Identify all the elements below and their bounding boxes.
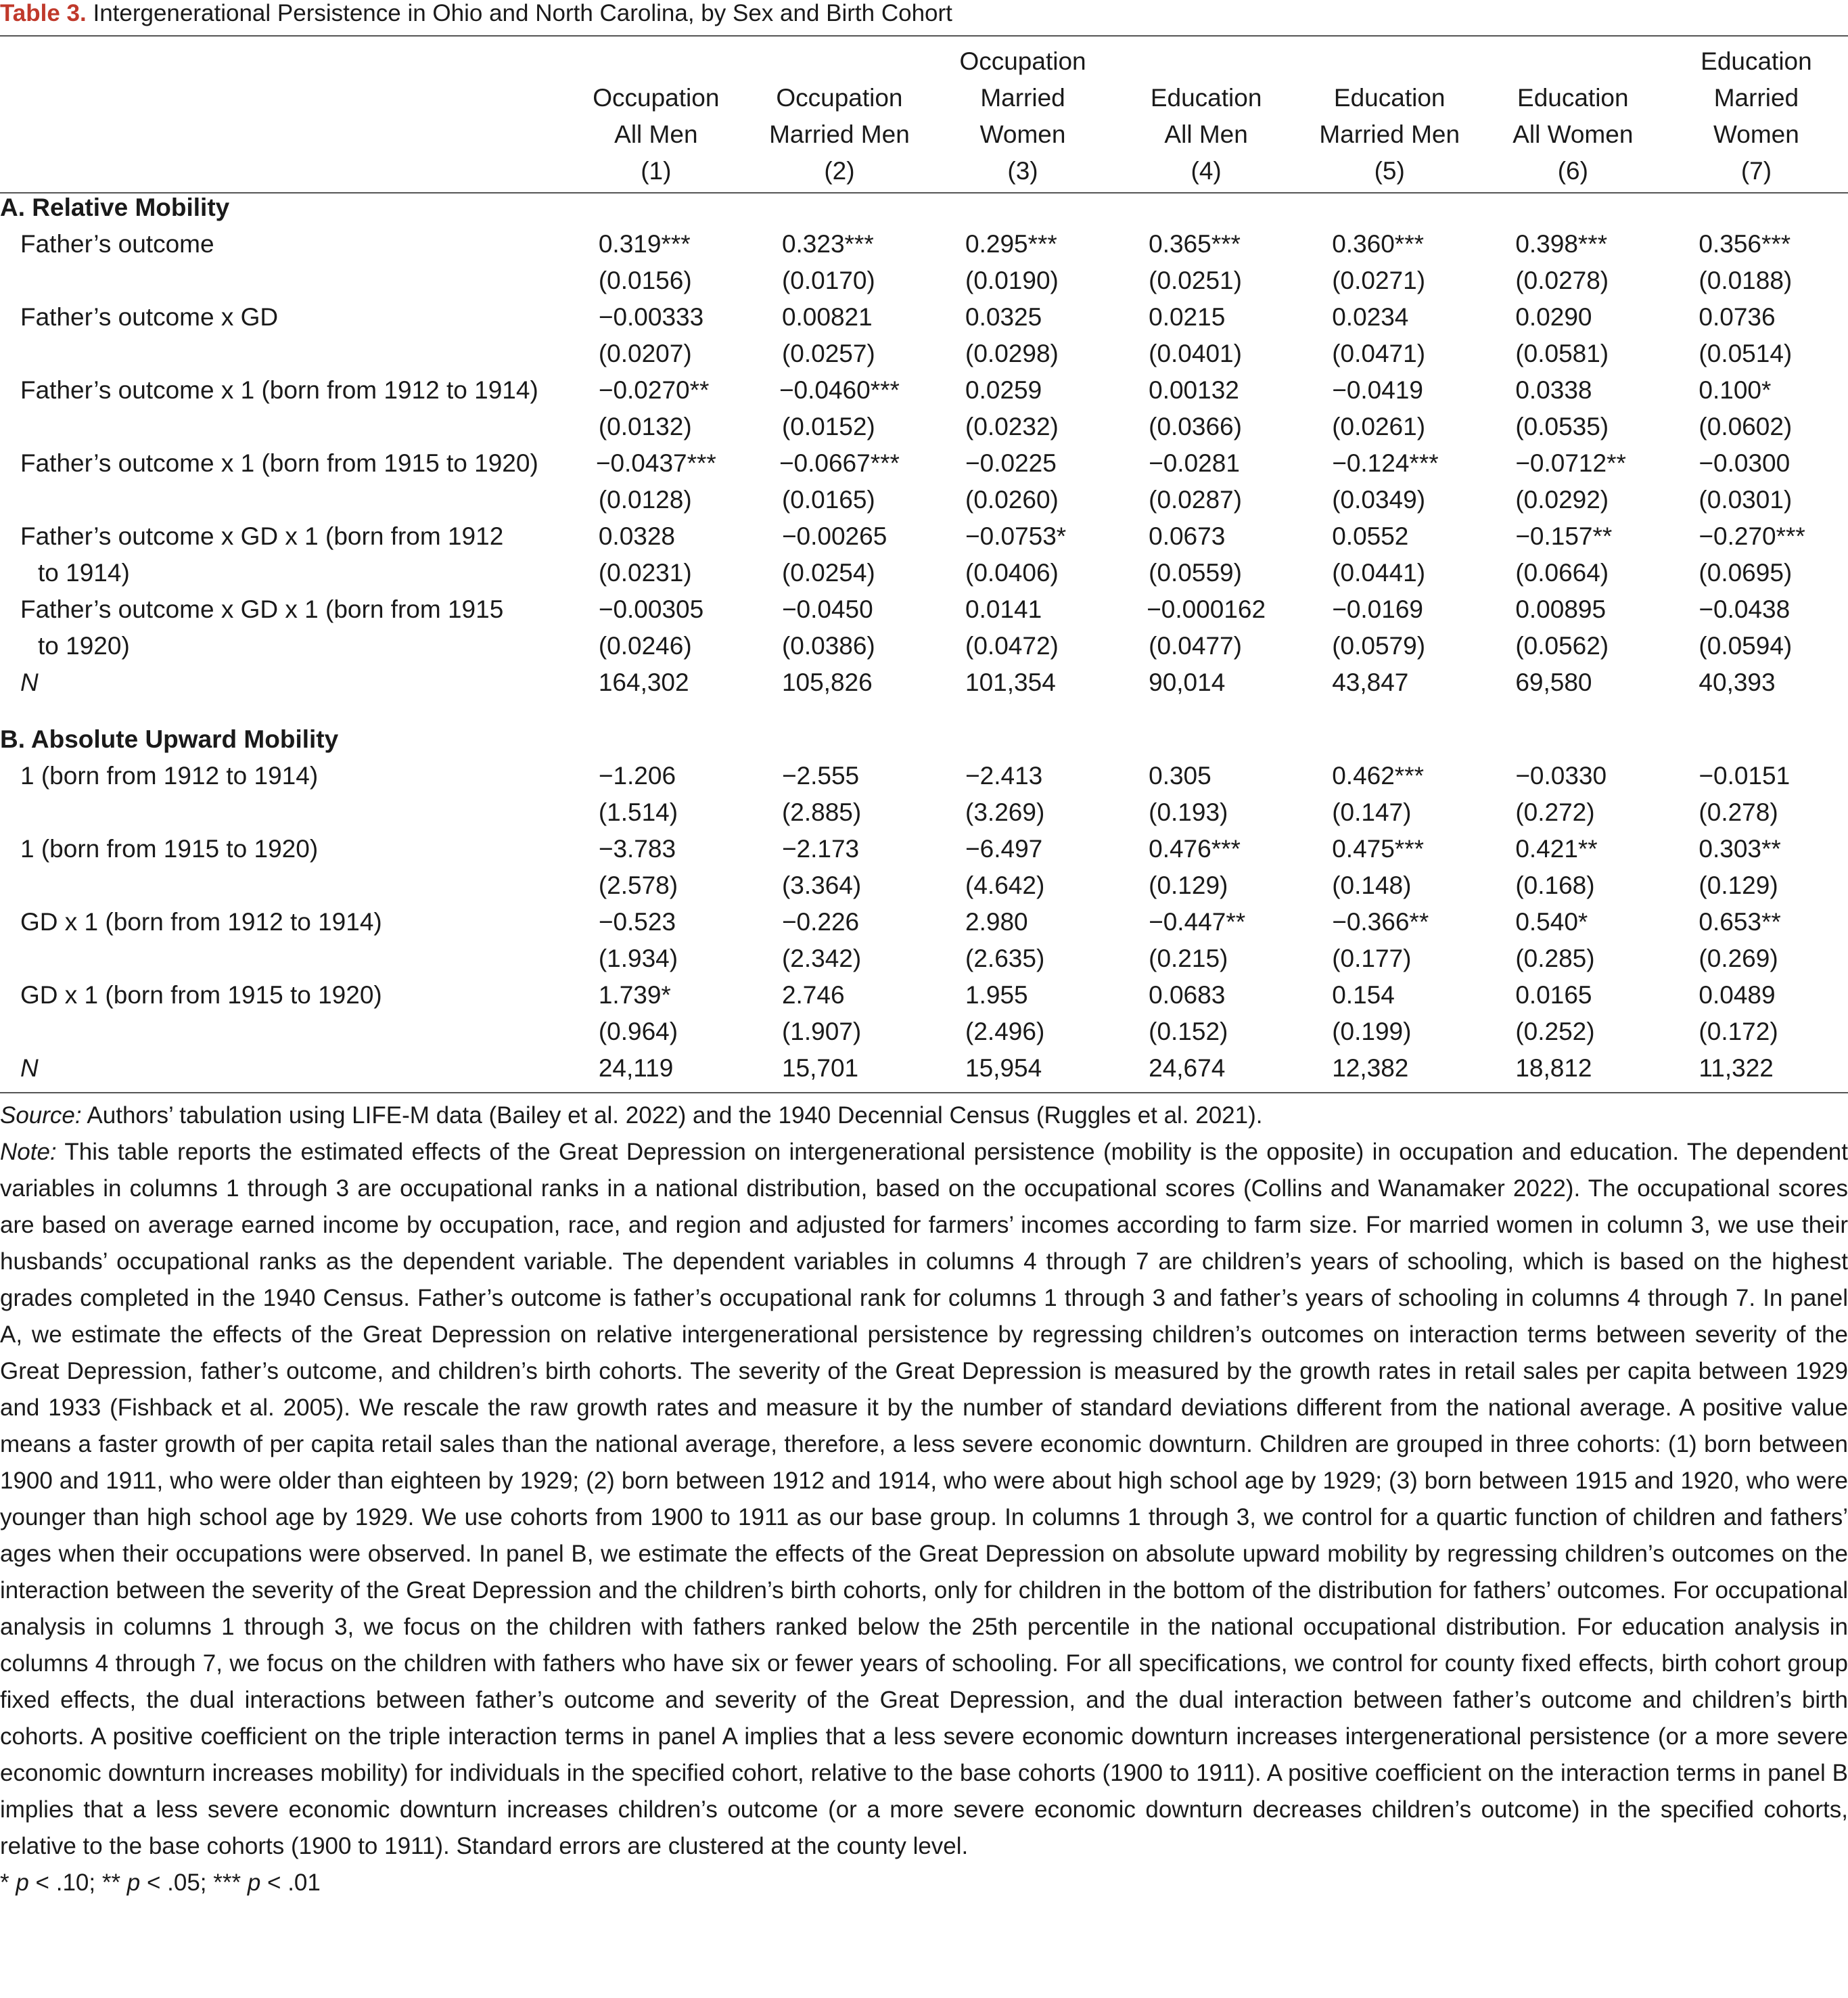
- se-row: [0, 555, 1848, 591]
- coef-cell: −0.366**: [1332, 908, 1429, 936]
- row-label-cont: [0, 1014, 564, 1050]
- coef-cell: 0.0325: [965, 303, 1042, 331]
- se-row: [0, 628, 1848, 664]
- coef-cell: −0.523: [598, 908, 676, 936]
- table-caption: [0, 0, 1848, 28]
- coef-cell: 0.0290: [1515, 303, 1592, 331]
- se-cell: (0.193): [1149, 798, 1228, 826]
- coef-cell: −3.783: [598, 835, 676, 863]
- coef-cell: −0.0460***: [779, 376, 900, 404]
- coef-cell: 0.303**: [1699, 835, 1781, 863]
- se-cell: (0.172): [1699, 1018, 1778, 1045]
- se-cell: (0.272): [1515, 798, 1595, 826]
- se-cell: (0.0231): [598, 559, 692, 587]
- coef-row: [0, 904, 1848, 940]
- row-label: Father’s outcome: [20, 230, 214, 258]
- se-row: [0, 482, 1848, 518]
- se-cell: (0.0401): [1149, 340, 1242, 367]
- coef-cell: 0.356***: [1699, 230, 1791, 258]
- column-header-2-l1: [747, 43, 931, 80]
- column-header-4-l3: All Men: [1164, 120, 1248, 148]
- results-table: [0, 43, 1848, 1087]
- column-header-1-num: (1): [641, 157, 672, 185]
- column-headers: [0, 43, 1848, 189]
- se-cell: (0.129): [1149, 871, 1228, 899]
- coef-cell: −0.0300: [1699, 449, 1791, 477]
- se-cell: (0.0128): [598, 486, 692, 514]
- se-cell: (0.0254): [781, 559, 875, 587]
- row-label-cont: [0, 336, 564, 372]
- row-label: Father’s outcome x GD x 1 (born from 1915: [20, 595, 504, 623]
- coef-cell: −0.0330: [1515, 762, 1607, 790]
- se-cell: (0.129): [1699, 871, 1778, 899]
- coef-cell: 0.540*: [1515, 908, 1588, 936]
- coef-cell: −0.226: [781, 908, 860, 936]
- se-cell: (0.0298): [965, 340, 1059, 367]
- coef-cell: 2.980: [965, 908, 1028, 936]
- n-cell: 18,812: [1515, 1054, 1592, 1082]
- coef-cell: −0.0450: [781, 595, 873, 623]
- se-cell: (0.0579): [1332, 632, 1426, 660]
- se-cell: (0.168): [1515, 871, 1595, 899]
- se-row: [0, 794, 1848, 831]
- coef-cell: −0.0281: [1149, 449, 1240, 477]
- se-cell: (0.0271): [1332, 267, 1426, 294]
- column-header-7-num: (7): [1740, 157, 1772, 185]
- coef-cell: 0.0328: [598, 522, 676, 550]
- row-label: GD x 1 (born from 1912 to 1914): [20, 908, 382, 936]
- se-cell: (0.278): [1699, 798, 1778, 826]
- se-cell: (0.0514): [1699, 340, 1793, 367]
- n-cell: 15,954: [965, 1054, 1042, 1082]
- se-cell: (0.0251): [1149, 267, 1242, 294]
- coef-cell: 0.0552: [1332, 522, 1409, 550]
- coef-cell: −0.157**: [1515, 522, 1613, 550]
- row-label: Father’s outcome x 1 (born from 1912 to 1914): [20, 376, 538, 404]
- coef-cell: 0.0215: [1149, 303, 1226, 331]
- se-cell: (0.0190): [965, 267, 1059, 294]
- coef-cell: −0.0169: [1332, 595, 1423, 623]
- se-row: [0, 1014, 1848, 1050]
- coef-cell: 0.0489: [1699, 981, 1776, 1009]
- n-cell: 90,014: [1149, 668, 1226, 696]
- significance-note: * p < .10; ** p < .05; *** p < .01: [0, 1869, 321, 1896]
- column-header-3-l2: Married: [980, 84, 1065, 112]
- coef-row: [0, 372, 1848, 409]
- coef-row: [0, 299, 1848, 336]
- coef-cell: 0.0141: [965, 595, 1042, 623]
- column-header-1-l1: [564, 43, 747, 80]
- coef-cell: 0.0234: [1332, 303, 1409, 331]
- n-cell: 24,119: [598, 1054, 674, 1082]
- coef-row: [0, 226, 1848, 263]
- se-cell: (0.0156): [598, 267, 692, 294]
- coef-cell: −0.0667***: [779, 449, 900, 477]
- column-header-5-l1: [1298, 43, 1481, 80]
- column-header-3-l1: Occupation: [959, 47, 1086, 75]
- se-cell: (0.0232): [965, 413, 1059, 440]
- se-cell: (0.0594): [1699, 632, 1793, 660]
- coef-cell: −0.0419: [1332, 376, 1423, 404]
- se-cell: (0.0292): [1515, 486, 1609, 514]
- panel-title-row: [0, 189, 1848, 226]
- top-rule: [0, 35, 1848, 37]
- coef-cell: 0.00895: [1515, 595, 1607, 623]
- se-cell: (0.0471): [1332, 340, 1426, 367]
- se-cell: (2.342): [781, 945, 862, 972]
- general-note: Note: This table reports the estimated effects of the Great Depression on intergenerational persistence (mobility is the opposite) in occupation and education. The dependent variables in columns 1 through 3 are occupational ranks in a national distribution, based on the occupational scores (Collins and Wanamaker 2022). The occupational scores are based on average earned income by occupation, race, and region and adjusted for farmers’ incomes according to farm size. For married women in column 3, we use their husbands’ occupational ranks as the dependent variable. The dependent variables in columns 4 through 7 are children’s years of schooling, which is based on the highest grades completed in the 1940 Census. Father’s outcome is father’s occupational rank for columns 1 through 3 and father’s years of schooling in columns 4 through 7. In panel A, we estimate the effects of the Great Depression on relative intergenerational persistence by regressing children’s outcomes on interaction terms between severity of the Great Depression, father’s outcome, and children’s birth cohorts. The severity of the Great Depression is measured by the growth rates in retail sales per capita between 1929 and 1933 (Fishback et al. 2005). We rescale the raw growth rates and measure it by the number of standard deviations different from the national average. A positive value means a faster growth of per capita retail sales than the national average, therefore, a less severe economic downturn. Children are grouped in three cohorts: (1) born between 1900 and 1911, who were older than eighteen by 1929; (2) born between 1912 and 1914, who were about high school age by 1929; (3) born between 1915 and 1920, who were younger than high school age by 1929. We use cohorts from 1900 to 1911 as our base group. In columns 1 through 3, we control for a quartic function of children and fathers’ ages when their occupations were observed. In panel B, we estimate the effects of the Great Depression on absolute upward mobility by regressing children’s outcomes on the interaction between the severity of the Great Depression and the children’s birth cohorts, only for children in the bottom of the distribution for fathers’ outcomes. For occupational analysis in columns 1 through 3, we focus on the children with fathers ranked below the 25th percentile in the national occupational distribution. For education analysis in columns 4 through 7, we focus on the children with fathers who have six or fewer years of schooling. For all specifications, we control for county fixed effects, birth cohort group fixed effects, the dual interactions between father’s outcome and severity of the Great Depression, and the dual interaction between father’s outcome and children’s birth cohorts. A positive coefficient on the triple interaction terms in panel A implies that a less severe economic downturn increases intergenerational persistence (or a more severe economic downturn increases mobility) for individuals in the specified cohort, relative to the base cohorts (1900 to 1911). A positive coefficient on the interaction terms in panel B implies that a less severe economic downturn increases children’s outcome (or a more severe economic downturn decreases children’s outcome) in the specified cohorts, relative to the base cohorts (1900 to 1911). Standard errors are clustered at the county level.: [0, 1139, 1848, 1859]
- caption-label: Table 3.: [0, 0, 87, 26]
- se-cell: (0.199): [1332, 1018, 1412, 1045]
- coef-cell: 0.154: [1332, 981, 1395, 1009]
- coef-cell: 0.100*: [1699, 376, 1772, 404]
- row-label: 1 (born from 1912 to 1914): [20, 762, 319, 790]
- column-header-3-l3: Women: [979, 120, 1066, 148]
- column-header-7-l3: Women: [1713, 120, 1799, 148]
- se-row: [0, 867, 1848, 904]
- coef-cell: 0.0736: [1699, 303, 1776, 331]
- row-label-cont: to 1914): [38, 559, 130, 587]
- n-cell: 101,354: [965, 668, 1056, 696]
- n-label: N: [20, 1054, 39, 1082]
- coef-cell: −2.413: [965, 762, 1043, 790]
- se-cell: (0.0366): [1149, 413, 1242, 440]
- coef-cell: 0.475***: [1332, 835, 1425, 863]
- n-row: [0, 1050, 1848, 1087]
- se-cell: (0.0257): [781, 340, 875, 367]
- coef-row: [0, 518, 1848, 555]
- column-header-4-l1: [1115, 43, 1298, 80]
- se-cell: (0.0602): [1699, 413, 1793, 440]
- coef-row: [0, 591, 1848, 628]
- n-cell: 69,580: [1515, 668, 1592, 696]
- column-header-4-num: (4): [1191, 157, 1222, 185]
- panel-title: A. Relative Mobility: [0, 194, 230, 221]
- se-cell: (0.0441): [1332, 559, 1426, 587]
- se-row: [0, 940, 1848, 977]
- se-cell: (1.514): [598, 798, 678, 826]
- se-cell: (0.0165): [781, 486, 875, 514]
- se-cell: (0.0261): [1332, 413, 1426, 440]
- coef-cell: −0.000162: [1147, 595, 1266, 623]
- column-header-6-l3: All Women: [1512, 120, 1634, 148]
- se-row: [0, 263, 1848, 299]
- se-cell: (0.964): [598, 1018, 678, 1045]
- panel-title-row: [0, 721, 1848, 758]
- se-cell: (0.0562): [1515, 632, 1609, 660]
- se-cell: (0.252): [1515, 1018, 1595, 1045]
- row-label-cont: [0, 940, 564, 977]
- se-cell: (3.364): [781, 871, 862, 899]
- coef-cell: −6.497: [965, 835, 1043, 863]
- se-cell: (0.0695): [1699, 559, 1793, 587]
- coef-cell: −0.00305: [598, 595, 704, 623]
- n-cell: 11,322: [1699, 1054, 1774, 1082]
- row-label-cont: [0, 794, 564, 831]
- column-header-6-l2: Education: [1517, 84, 1629, 112]
- coef-cell: 0.00821: [781, 303, 873, 331]
- source-note: Source: Authors’ tabulation using LIFE-M data (Bailey et al. 2022) and the 1940 Decennial Census (Ruggles et al. 2021).: [0, 1102, 1263, 1129]
- coef-cell: 0.323***: [781, 230, 874, 258]
- column-header-6-num: (6): [1557, 157, 1588, 185]
- se-cell: (0.269): [1699, 945, 1778, 972]
- coef-cell: −2.173: [781, 835, 860, 863]
- row-label: Father’s outcome x GD x 1 (born from 1912: [20, 522, 504, 550]
- se-cell: (0.152): [1149, 1018, 1228, 1045]
- coef-cell: −1.206: [598, 762, 676, 790]
- column-header-5-num: (5): [1374, 157, 1405, 185]
- coef-cell: 0.305: [1149, 762, 1211, 790]
- table-body: [0, 189, 1848, 1087]
- coef-cell: 0.398***: [1515, 230, 1608, 258]
- panel-gap: [0, 701, 1848, 721]
- se-cell: (3.269): [965, 798, 1045, 826]
- caption-title: Intergenerational Persistence in Ohio and North Carolina, by Sex and Birth Cohort: [93, 0, 952, 26]
- column-header-6-l1: [1481, 43, 1665, 80]
- coef-cell: 0.421**: [1515, 835, 1598, 863]
- se-cell: (0.0152): [781, 413, 875, 440]
- se-cell: (2.885): [781, 798, 862, 826]
- row-label: Father’s outcome x GD: [20, 303, 279, 331]
- column-header-1-l2: Occupation: [593, 84, 720, 112]
- coef-cell: −0.0437***: [595, 449, 716, 477]
- se-cell: (0.0386): [781, 632, 875, 660]
- coef-cell: −0.447**: [1149, 908, 1246, 936]
- se-cell: (0.0406): [965, 559, 1059, 587]
- coef-cell: 0.0259: [965, 376, 1042, 404]
- se-cell: (0.0132): [598, 413, 692, 440]
- coef-cell: −0.124***: [1332, 449, 1439, 477]
- coef-cell: 1.739*: [598, 981, 671, 1009]
- coef-cell: −0.0270**: [598, 376, 710, 404]
- column-header-2-num: (2): [824, 157, 855, 185]
- se-cell: (0.0278): [1515, 267, 1609, 294]
- coef-cell: 0.319***: [598, 230, 691, 258]
- se-cell: (0.0349): [1332, 486, 1426, 514]
- se-row: [0, 336, 1848, 372]
- coef-cell: 0.0683: [1149, 981, 1226, 1009]
- row-label-cont: [0, 867, 564, 904]
- se-cell: (0.148): [1332, 871, 1412, 899]
- coef-row: [0, 831, 1848, 867]
- se-cell: (0.0207): [598, 340, 692, 367]
- coef-row: [0, 977, 1848, 1014]
- coef-cell: 1.955: [965, 981, 1028, 1009]
- column-header-1-l3: All Men: [614, 120, 698, 148]
- coef-cell: −0.0753*: [965, 522, 1067, 550]
- column-header-7-l2: Married: [1713, 84, 1799, 112]
- se-cell: (0.0535): [1515, 413, 1609, 440]
- n-label: N: [20, 668, 39, 696]
- coef-cell: 0.462***: [1332, 762, 1425, 790]
- se-cell: (0.0246): [598, 632, 692, 660]
- coef-cell: 0.365***: [1149, 230, 1241, 258]
- coef-cell: 0.0165: [1515, 981, 1592, 1009]
- row-label-cont: [0, 409, 564, 445]
- coef-cell: 0.00132: [1149, 376, 1239, 404]
- se-cell: (0.285): [1515, 945, 1595, 972]
- se-cell: (0.177): [1332, 945, 1412, 972]
- coef-cell: 0.476***: [1149, 835, 1241, 863]
- coef-cell: −0.0151: [1699, 762, 1791, 790]
- row-label-cont: [0, 482, 564, 518]
- coef-cell: 0.360***: [1332, 230, 1425, 258]
- coef-cell: −0.0225: [965, 449, 1057, 477]
- table-notes: [0, 1097, 1848, 1901]
- se-cell: (0.147): [1332, 798, 1412, 826]
- coef-row: [0, 758, 1848, 794]
- se-cell: (2.578): [598, 871, 678, 899]
- coef-cell: 0.653**: [1699, 908, 1781, 936]
- coef-cell: −0.0438: [1699, 595, 1791, 623]
- coef-cell: 0.0338: [1515, 376, 1592, 404]
- coef-cell: −0.00333: [598, 303, 704, 331]
- column-header-3-num: (3): [1007, 157, 1038, 185]
- se-cell: (0.0287): [1149, 486, 1242, 514]
- se-row: [0, 409, 1848, 445]
- column-header-2-l3: Married Men: [769, 120, 910, 148]
- row-label: 1 (born from 1915 to 1920): [20, 835, 319, 863]
- column-header-5-l3: Married Men: [1319, 120, 1460, 148]
- panel-title: B. Absolute Upward Mobility: [0, 725, 339, 753]
- column-header-4-l2: Education: [1150, 84, 1262, 112]
- se-cell: (0.0188): [1699, 267, 1793, 294]
- coef-cell: 0.0673: [1149, 522, 1226, 550]
- coef-cell: −0.270***: [1699, 522, 1805, 550]
- row-label: GD x 1 (born from 1915 to 1920): [20, 981, 382, 1009]
- column-header-2-l2: Occupation: [776, 84, 903, 112]
- column-header-5-l2: Education: [1333, 84, 1446, 112]
- bottom-rule: [0, 1092, 1848, 1093]
- se-cell: (4.642): [965, 871, 1045, 899]
- row-label-cont: to 1920): [38, 632, 130, 660]
- row-label: Father’s outcome x 1 (born from 1915 to 1920): [20, 449, 538, 477]
- n-cell: 15,701: [781, 1054, 859, 1082]
- row-label-cont: [0, 263, 564, 299]
- se-cell: (1.907): [781, 1018, 862, 1045]
- se-cell: (0.0664): [1515, 559, 1609, 587]
- coef-cell: −2.555: [781, 762, 860, 790]
- se-cell: (2.496): [965, 1018, 1045, 1045]
- se-cell: (0.0559): [1149, 559, 1242, 587]
- n-cell: 164,302: [598, 668, 689, 696]
- se-cell: (1.934): [598, 945, 678, 972]
- coef-cell: −0.00265: [781, 522, 887, 550]
- coef-row: [0, 445, 1848, 482]
- se-cell: (0.0301): [1699, 486, 1793, 514]
- header-rule: [0, 192, 1848, 194]
- se-cell: (2.635): [965, 945, 1045, 972]
- se-cell: (0.0581): [1515, 340, 1609, 367]
- se-cell: (0.0472): [965, 632, 1059, 660]
- n-cell: 40,393: [1699, 668, 1776, 696]
- coef-cell: 0.295***: [965, 230, 1057, 258]
- column-header-7-l1: Education: [1701, 47, 1812, 75]
- n-cell: 24,674: [1149, 1054, 1226, 1082]
- se-cell: (0.215): [1149, 945, 1228, 972]
- n-cell: 12,382: [1332, 1054, 1409, 1082]
- coef-cell: 2.746: [781, 981, 845, 1009]
- coef-cell: −0.0712**: [1515, 449, 1626, 477]
- se-cell: (0.0477): [1149, 632, 1242, 660]
- n-cell: 43,847: [1332, 668, 1409, 696]
- se-cell: (0.0260): [965, 486, 1059, 514]
- n-cell: 105,826: [781, 668, 873, 696]
- n-row: [0, 664, 1848, 701]
- se-cell: (0.0170): [781, 267, 875, 294]
